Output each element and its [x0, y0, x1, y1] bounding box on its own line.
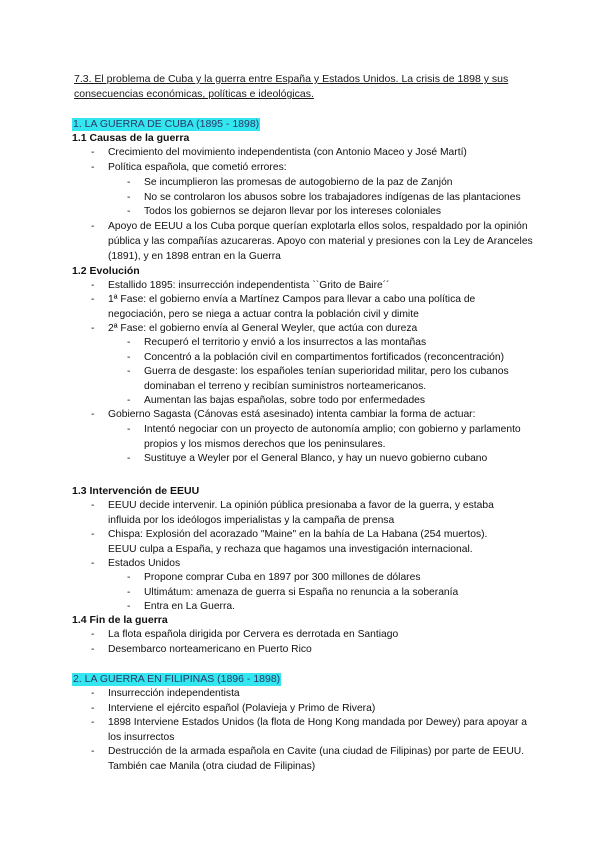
list-item: - Ultimátum: amenaza de guerra si España no renuncia a la soberanía — [144, 585, 554, 600]
list-item: - Sustituye a Weyler por el General Blanco, y hay un nuevo gobierno cubano — [144, 451, 554, 466]
subheading-war-end: 1.4 Fin de la guerra — [72, 614, 168, 626]
document-title: 7.3. El problema de Cuba y la guerra entre España y Estados Unidos. La crisis de 1898 y sus consecuencias económicas, políticas e ideológicas. — [74, 73, 509, 100]
list-item: - 1ª Fase: el gobierno envía a Martínez Campos para llevar a cabo una política de negociación, pero se niega a actuar contra la población civil y dimite — [108, 292, 528, 322]
list-item: - Gobierno Sagasta (Cánovas está asesinado) intenta cambiar la forma de actuar: — [108, 407, 552, 422]
subheading-causes: 1.1 Causas de la guerra — [72, 132, 190, 144]
list-item: - No se controlaron los abusos sobre los trabajadores indígenas de las plantaciones — [144, 190, 554, 205]
list-item: - Guerra de desgaste: los españoles tenían superioridad militar, pero los cubanos dominaban el terreno y recibían suministros norteamericanos. — [144, 364, 524, 394]
list-item: - EEUU decide intervenir. La opinión pública presionaba a favor de la guerra, y estaba influida por los ideólogos imperialistas y la campaña de prensa — [108, 498, 518, 528]
list-item: - Estallido 1895: insurrección independentista ``Grito de Baire´´ — [108, 278, 552, 293]
list-item: - 2ª Fase: el gobierno envía al General Weyler, que actúa con dureza — [108, 321, 552, 336]
list-item: - Interviene el ejército español (Polavieja y Primo de Rivera) — [108, 701, 552, 716]
list-item: - Chispa: Explosión del acorazado "Maine" en la bahía de La Habana (254 muertos). EEUU culpa a España, y rechaza que hagamos una investigación internacional. — [108, 527, 518, 557]
list-item: - Política española, que cometió errores: — [108, 160, 552, 175]
list-item: - Estados Unidos — [108, 556, 552, 571]
list-item: - Intentó negociar con un proyecto de autonomía amplio; con gobierno y parlamento propios y los mismos derechos que los peninsulares. — [144, 422, 524, 452]
section-heading-cuba: 1. LA GUERRA DE CUBA (1895 - 1898) — [73, 118, 260, 130]
subheading-usa-intervention: 1.3 Intervención de EEUU — [72, 485, 200, 497]
list-item: - Aumentan las bajas españolas, sobre todo por enfermedades — [144, 393, 554, 408]
list-item: - La flota española dirigida por Cervera es derrotada en Santiago — [108, 627, 552, 642]
section-heading-philippines: 2. LA GUERRA EN FILIPINAS (1896 - 1898) — [73, 673, 281, 685]
subheading-evolution: 1.2 Evolución — [72, 265, 140, 277]
list-item: - Concentró a la población civil en compartimentos fortificados (reconcentración) — [144, 350, 554, 365]
list-item: - Entra en La Guerra. — [144, 599, 554, 614]
list-item: - Insurrección independentista — [108, 686, 552, 701]
list-item: - Recuperó el territorio y envió a los insurrectos a las montañas — [144, 335, 554, 350]
list-item: - Propone comprar Cuba en 1897 por 300 millones de dólares — [144, 570, 554, 585]
list-item: - Se incumplieron las promesas de autogobierno de la paz de Zanjón — [144, 175, 554, 190]
list-item: - Destrucción de la armada española en Cavite (una ciudad de Filipinas) por parte de EEUU. También cae Manila (otra ciudad de Filipinas) — [108, 744, 528, 774]
list-item: - Crecimiento del movimiento independentista (con Antonio Maceo y José Martí) — [108, 145, 552, 160]
list-item: - Apoyo de EEUU a los Cuba porque querían explotarla ellos solos, respaldado por la opinión pública y las compañías azucareras. Apoyo con material y presiones con la Ley de Aranceles (1891), y en 1898 entran en la Guerra — [108, 219, 538, 264]
list-item: - Todos los gobiernos se dejaron llevar por los intereses coloniales — [144, 204, 554, 219]
list-item: - 1898 Interviene Estados Unidos (la flota de Hong Kong mandada por Dewey) para apoyar a los insurrectos — [108, 715, 528, 745]
list-item: - Desembarco norteamericano en Puerto Rico — [108, 642, 552, 657]
